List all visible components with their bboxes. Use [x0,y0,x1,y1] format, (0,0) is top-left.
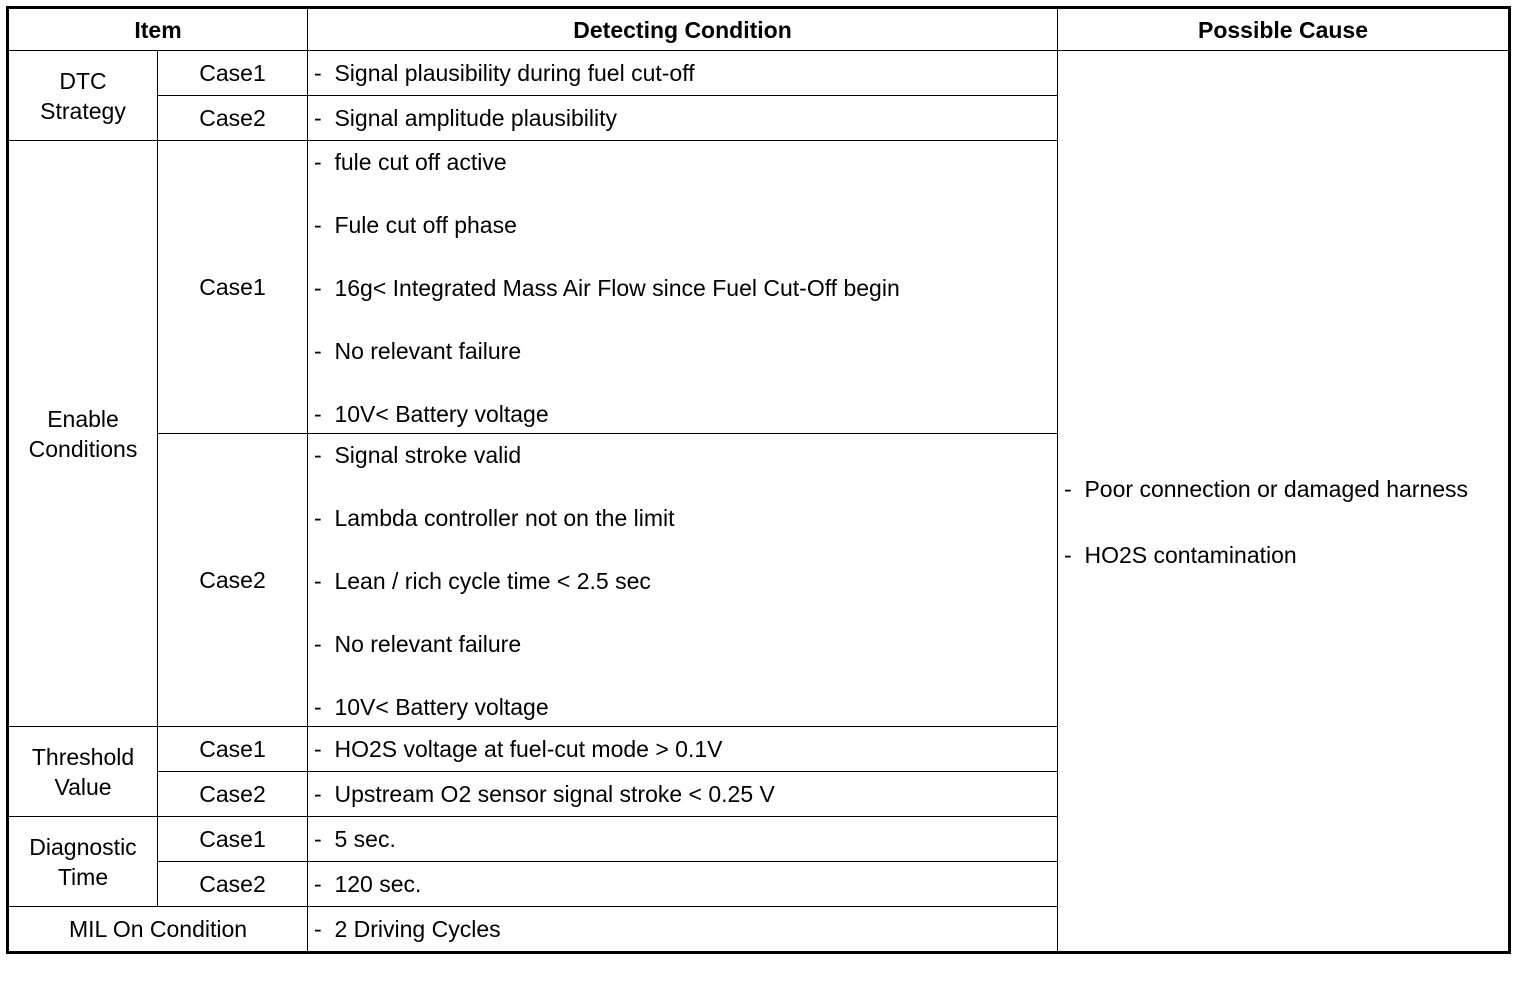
condition-cell [308,96,1058,141]
condition-text: - 5 sec. [314,826,396,852]
item-dtc-strategy [8,51,158,141]
header-row [8,8,1510,51]
condition-text: - Lambda controller not on the limit [314,503,1057,533]
condition-text: - 10V< Battery voltage [314,692,1057,722]
item-label: Diagnostic Time [29,833,137,890]
item-threshold-value [8,727,158,817]
item-label: DTC Strategy [40,67,126,124]
condition-cell [308,862,1058,907]
possible-cause-cell [1058,51,1510,953]
condition-list [314,434,1057,726]
condition-text: - 2 Driving Cycles [314,916,501,942]
item-label: Threshold Value [31,743,135,800]
case-label: Case1 [158,817,308,862]
possible-cause-list [1064,474,1508,570]
item-label: Enable Conditions [28,405,138,462]
condition-text: - Signal amplitude plausibility [314,105,617,131]
case-label: Case2 [158,772,308,817]
case-label: Case2 [158,96,308,141]
case-label: Case1 [158,141,308,434]
condition-text: - Signal plausibility during fuel cut-off [314,60,695,86]
header-possible-cause: Possible Cause [1058,8,1510,51]
case-label: Case2 [158,434,308,727]
condition-text: - 16g< Integrated Mass Air Flow since Fuel Cut-Off begin [314,273,1057,303]
condition-list [314,141,1057,433]
case-label: Case1 [158,51,308,96]
condition-text: - 10V< Battery voltage [314,399,1057,429]
condition-cell [308,434,1058,727]
condition-text: - No relevant failure [314,629,1057,659]
condition-text: - Upstream O2 sensor signal stroke < 0.25 V [314,781,775,807]
condition-text: - Lean / rich cycle time < 2.5 sec [314,566,1057,596]
dtc-table [6,6,1511,954]
case-label: Case2 [158,862,308,907]
condition-cell [308,51,1058,96]
condition-cell [308,727,1058,772]
condition-text: - HO2S voltage at fuel-cut mode > 0.1V [314,736,722,762]
condition-text: - Fule cut off phase [314,210,1057,240]
condition-text: - 120 sec. [314,871,421,897]
case-label: Case1 [158,727,308,772]
condition-text: - fule cut off active [314,147,1057,177]
header-detecting-condition: Detecting Condition [308,8,1058,51]
item-mil-on-condition: MIL On Condition [8,907,308,953]
condition-text: - Signal stroke valid [314,440,1057,470]
possible-cause-item: - HO2S contamination [1064,540,1508,570]
possible-cause-item: - Poor connection or damaged harness [1064,474,1508,504]
condition-cell [308,907,1058,953]
item-enable-conditions [8,141,158,727]
item-diagnostic-time [8,817,158,907]
condition-cell [308,817,1058,862]
header-item: Item [8,8,308,51]
condition-text: - No relevant failure [314,336,1057,366]
condition-cell [308,141,1058,434]
table-row [8,51,1510,96]
condition-cell [308,772,1058,817]
